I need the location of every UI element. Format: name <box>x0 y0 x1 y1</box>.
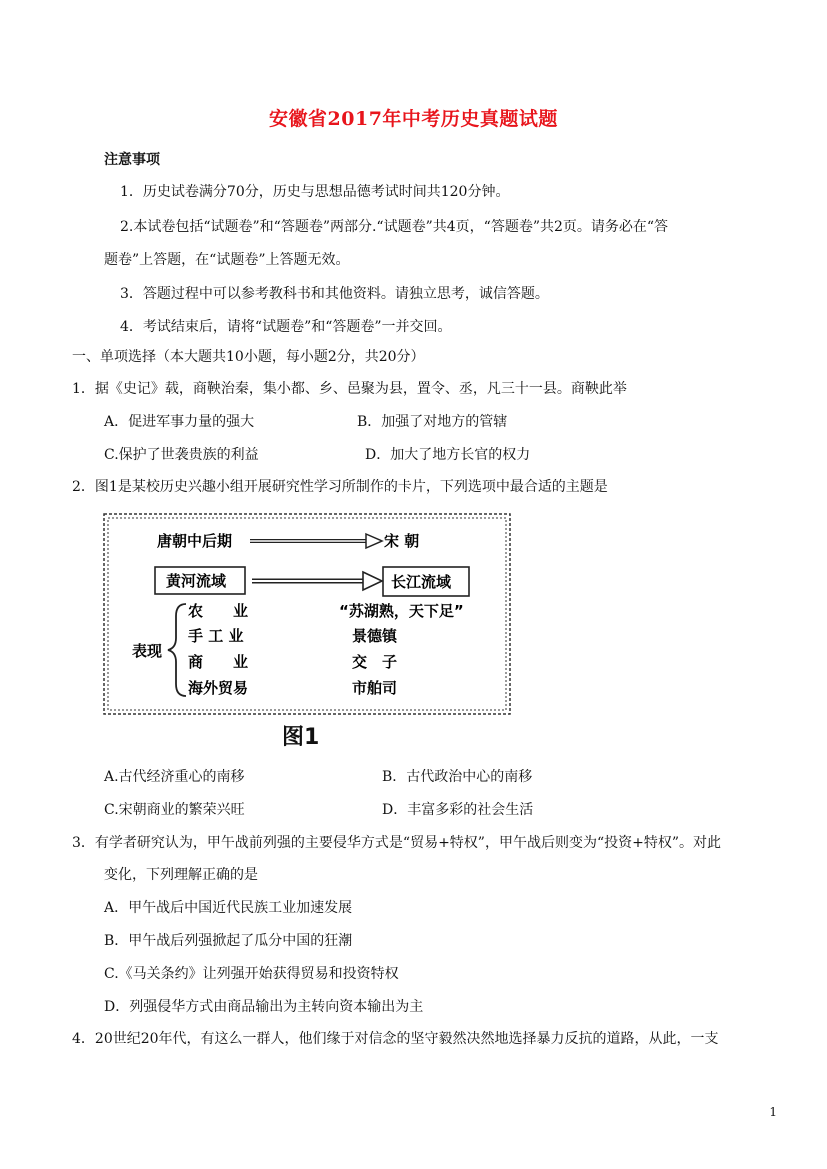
question-1-option-c: C.保护了世袭贵族的利益 <box>104 447 259 463</box>
question-2-option-b: B．古代政治中心的南移 <box>382 769 533 785</box>
notice-item-4: 4．考试结束后，请将“试题卷”和“答题卷”一并交回。 <box>120 319 452 335</box>
question-3-option-c: C.《马关条约》让列强开始获得贸易和投资特权 <box>104 966 399 982</box>
question-1-option-a: A．促进军事力量的强大 <box>104 414 255 430</box>
figure-group-label: 表现 <box>132 642 163 660</box>
figure-row-4-right: 市舶司 <box>352 679 398 697</box>
notice-item-2: 2.本试卷包括“试题卷”和“答题卷”两部分.“试题卷”共4页，“答题卷”共2页。请务必在“答 <box>120 219 669 235</box>
question-3-stem-line-1: 3．有学者研究认为，甲午战前列强的主要侵华方式是“贸易+特权”，甲午战后则变为“投资+特权”。对此 <box>72 835 721 851</box>
notice-heading: 注意事项 <box>104 152 160 168</box>
figure-row-1-left: 农 业 <box>188 602 249 620</box>
section-heading: 一、单项选择（本大题共10小题，每小题2分，共20分） <box>72 349 425 365</box>
figure-1-graphic <box>102 512 512 718</box>
question-1-stem: 1．据《史记》载，商鞅治秦，集小都、乡、邑聚为县，置令、丞，凡三十一县。商鞅此举 <box>72 381 627 397</box>
notice-item-1: 1．历史试卷满分70分，历史与思想品德考试时间共120分钟。 <box>120 184 510 200</box>
page-title: 安徽省2017年中考历史真题试题 <box>269 108 558 130</box>
figure-to-region: 长江流域 <box>391 573 452 591</box>
figure-row-3-right: 交 子 <box>352 653 398 671</box>
figure-row-3-left: 商 业 <box>188 653 249 671</box>
question-4-stem: 4．20世纪20年代，有这么一群人，他们缘于对信念的坚守毅然决然地选择暴力反抗的道路，从此，一支 <box>72 1031 719 1047</box>
figure-arrow-region-head <box>363 572 382 590</box>
figure-1 <box>102 512 512 718</box>
question-1-option-b: B．加强了对地方的管辖 <box>357 414 508 430</box>
notice-item-3: 3．答题过程中可以参考教科书和其他资料。请独立思考，诚信答题。 <box>120 286 549 302</box>
notice-item-2-cont: 题卷”上答题，在“试题卷”上答题无效。 <box>104 252 350 268</box>
figure-row-1-right: “苏湖熟，天下足” <box>339 602 464 620</box>
question-1-option-d: D．加大了地方长官的权力 <box>365 447 531 463</box>
figure-to-period: 宋 朝 <box>384 532 420 550</box>
question-2-option-c: C.宋朝商业的繁荣兴旺 <box>104 802 245 818</box>
question-3-option-a: A．甲午战后中国近代民族工业加速发展 <box>104 900 353 916</box>
figure-arrow-period-head <box>366 534 382 548</box>
question-3-stem-line-2: 变化，下列理解正确的是 <box>104 867 258 883</box>
question-2-option-a: A.古代经济重心的南移 <box>104 769 245 785</box>
page-number: 1 <box>769 1105 777 1119</box>
figure-row-2-left: 手 工 业 <box>188 627 244 645</box>
question-3-option-b: B．甲午战后列强掀起了瓜分中国的狂潮 <box>104 933 353 949</box>
figure-brace <box>168 604 186 696</box>
figure-from-period: 唐朝中后期 <box>157 532 233 550</box>
figure-from-region: 黄河流域 <box>166 572 227 590</box>
question-2-stem: 2．图1是某校历史兴趣小组开展研究性学习所制作的卡片，下列选项中最合适的主题是 <box>72 479 608 495</box>
question-2-option-d: D．丰富多彩的社会生活 <box>382 802 534 818</box>
question-3-option-d: D．列强侵华方式由商品输出为主转向资本输出为主 <box>104 999 424 1015</box>
figure-row-4-left: 海外贸易 <box>188 679 249 697</box>
figure-caption: 图1 <box>282 725 320 750</box>
figure-row-2-right: 景德镇 <box>352 627 398 645</box>
